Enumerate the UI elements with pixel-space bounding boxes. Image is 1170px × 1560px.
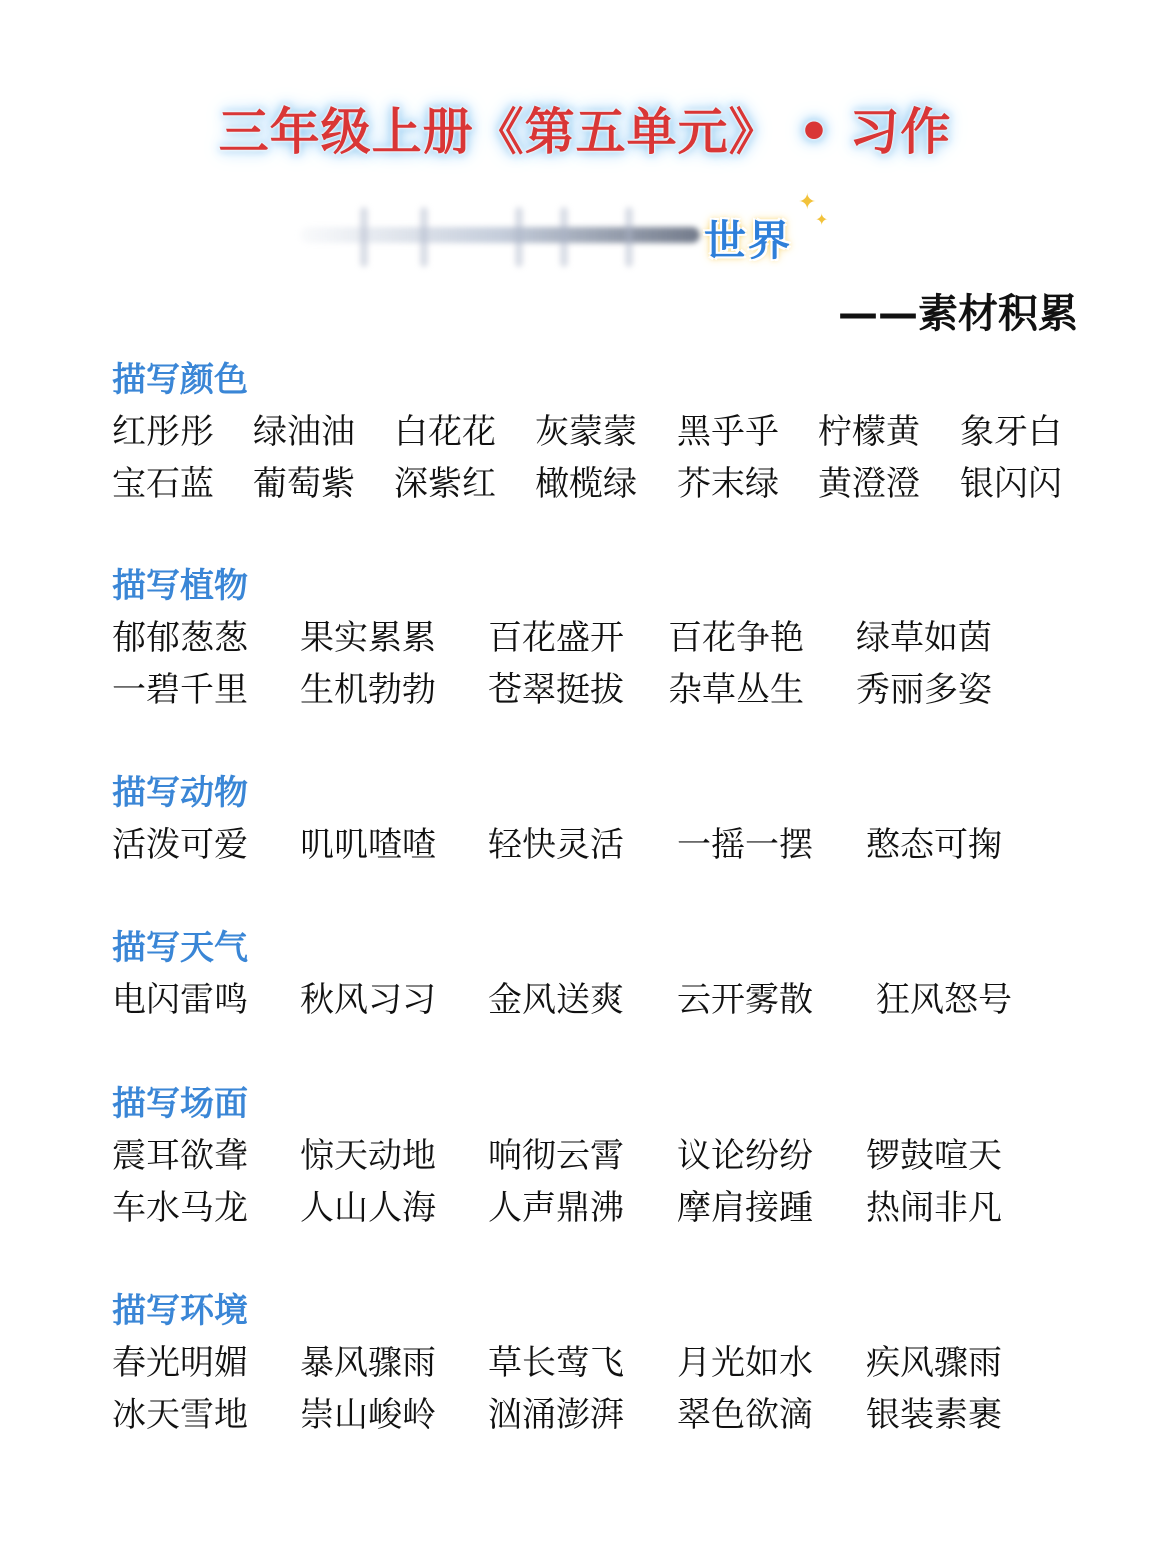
word-item: 绿油油 <box>253 412 355 452</box>
sparkle-icon: ✦ <box>815 210 829 229</box>
word-item: 苍翠挺拔 <box>488 670 624 710</box>
word-item: 芥末绿 <box>677 464 779 504</box>
word-item: 月光如水 <box>677 1343 813 1383</box>
word-row <box>112 1337 1002 1389</box>
word-item: 红彤彤 <box>112 412 214 452</box>
word-item: 车水马龙 <box>112 1188 248 1228</box>
word-item: 响彻云霄 <box>488 1136 624 1176</box>
section-colors <box>112 354 1062 510</box>
section-plants <box>112 560 992 716</box>
section-heading: 描写场面 <box>112 1084 248 1124</box>
word-item: 绿草如茵 <box>856 618 992 658</box>
word-row <box>112 819 1002 871</box>
word-item: 锣鼓喧天 <box>866 1136 1002 1176</box>
word-item: 叽叽喳喳 <box>300 825 436 865</box>
word-item: 一摇一摆 <box>677 825 813 865</box>
blurred-tick <box>420 207 428 267</box>
word-row <box>112 974 1012 1026</box>
page-title <box>0 92 1170 164</box>
word-item: 人声鼎沸 <box>488 1188 624 1228</box>
word-item: 白花花 <box>394 412 496 452</box>
word-item: 暴风骤雨 <box>300 1343 436 1383</box>
word-item: 憨态可掬 <box>866 825 1002 865</box>
title-dot: • <box>798 103 831 161</box>
word-item: 象牙白 <box>960 412 1062 452</box>
word-item: 果实累累 <box>300 618 436 658</box>
word-item: 柠檬黄 <box>818 412 920 452</box>
blurred-tick <box>625 207 633 267</box>
section-heading: 描写植物 <box>112 566 248 606</box>
word-item: 云开雾散 <box>677 980 813 1020</box>
word-item: 银装素裹 <box>866 1395 1002 1435</box>
word-item: 崇山峻岭 <box>300 1395 436 1435</box>
page-subtitle: ——素材积累 <box>838 291 1078 337</box>
word-item: 狂风怒号 <box>876 980 1012 1020</box>
word-item: 议论纷纷 <box>677 1136 813 1176</box>
word-item: 葡萄紫 <box>253 464 355 504</box>
word-item: 活泼可爱 <box>112 825 248 865</box>
word-row <box>112 1389 1002 1441</box>
word-item: 疾风骤雨 <box>866 1343 1002 1383</box>
word-item: 汹涌澎湃 <box>488 1395 624 1435</box>
blurred-tick <box>360 207 368 267</box>
word-row <box>112 406 1062 458</box>
section-scenes <box>112 1078 1002 1234</box>
word-item: 百花争艳 <box>668 618 804 658</box>
word-row <box>112 1130 1002 1182</box>
word-item: 杂草丛生 <box>668 670 804 710</box>
section-heading: 描写天气 <box>112 928 248 968</box>
word-item: 银闪闪 <box>960 464 1062 504</box>
word-item: 生机勃勃 <box>300 670 436 710</box>
word-item: 电闪雷鸣 <box>112 980 248 1020</box>
word-row <box>112 458 1062 510</box>
word-item: 郁郁葱葱 <box>112 618 248 658</box>
word-item: 金风送爽 <box>488 980 624 1020</box>
word-item: 黄澄澄 <box>818 464 920 504</box>
blurred-banner-decoration <box>290 205 710 275</box>
word-item: 惊天动地 <box>300 1136 436 1176</box>
word-item: 草长莺飞 <box>488 1343 624 1383</box>
word-item: 百花盛开 <box>488 618 624 658</box>
word-item: 秋风习习 <box>300 980 436 1020</box>
title-main: 三年级上册《第五单元》 <box>218 103 780 161</box>
word-item: 震耳欲聋 <box>112 1136 248 1176</box>
word-row <box>112 1182 1002 1234</box>
word-item: 翠色欲滴 <box>677 1395 813 1435</box>
word-item: 摩肩接踵 <box>677 1188 813 1228</box>
blurred-tick <box>560 207 568 267</box>
section-heading: 描写颜色 <box>112 360 248 400</box>
word-item: 春光明媚 <box>112 1343 248 1383</box>
blurred-tick <box>515 207 523 267</box>
word-item: 宝石蓝 <box>112 464 214 504</box>
word-item: 深紫红 <box>394 464 496 504</box>
section-animals <box>112 767 1002 871</box>
word-row <box>112 612 992 664</box>
section-weather <box>112 922 1012 1026</box>
word-item: 人山人海 <box>300 1188 436 1228</box>
section-heading: 描写环境 <box>112 1291 248 1331</box>
word-row <box>112 664 992 716</box>
word-item: 轻快灵活 <box>488 825 624 865</box>
word-item: 一碧千里 <box>112 670 248 710</box>
sparkle-icon: ✦ <box>798 190 817 215</box>
title-topic: 习作 <box>849 103 952 161</box>
word-item: 热闹非凡 <box>866 1188 1002 1228</box>
section-heading: 描写动物 <box>112 773 248 813</box>
world-badge: 世界 <box>704 216 793 265</box>
word-item: 冰天雪地 <box>112 1395 248 1435</box>
word-item: 黑乎乎 <box>677 412 779 452</box>
word-item: 秀丽多姿 <box>856 670 992 710</box>
word-item: 橄榄绿 <box>535 464 637 504</box>
section-environment <box>112 1285 1002 1441</box>
word-item: 灰蒙蒙 <box>535 412 637 452</box>
